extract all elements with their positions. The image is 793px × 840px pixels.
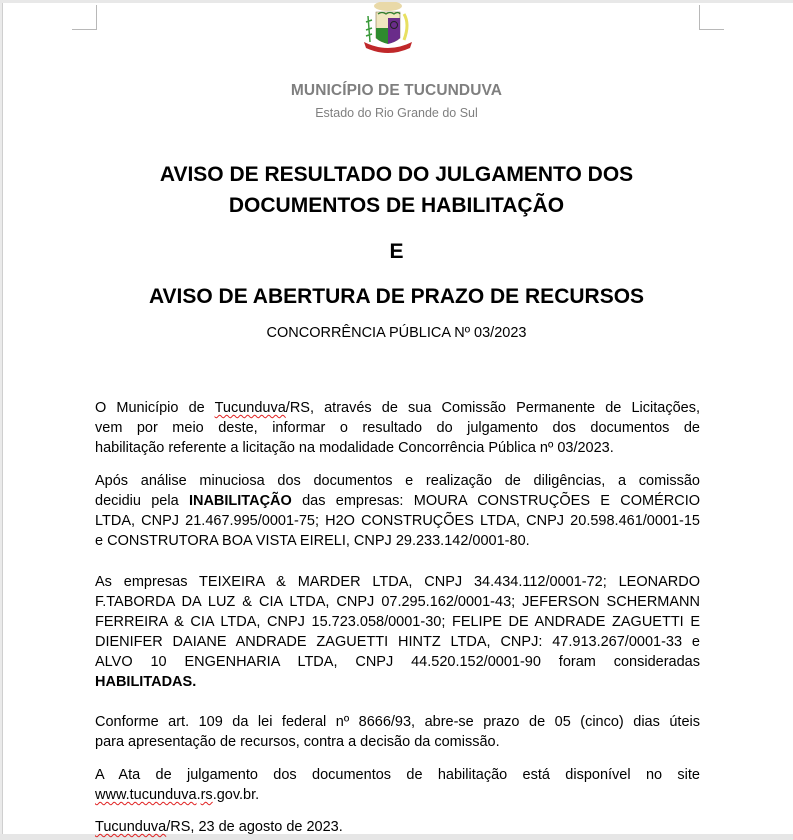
p1-line-1: O Município de Tucunduva/RS, através de sua Comissão Permanente de Licitações,: [95, 400, 700, 416]
coat-of-arms-logo: [356, 2, 420, 56]
website-link[interactable]: www.tucunduva.rs.gov.br.: [95, 787, 260, 803]
margin-corner-top-left: [72, 5, 97, 30]
p5-line-1: A Ata de julgamento dos documentos de habilitação está disponível no site: [95, 767, 700, 783]
p2-line-1: Após análise minuciosa dos documentos e realização de diligências, a comissão: [95, 473, 700, 489]
paragraph-appeal-deadline: [95, 712, 700, 752]
paragraph-minutes-availability: [95, 765, 700, 805]
margin-corner-top-right: [699, 5, 724, 30]
qualified-emphasis: HABILITADAS.: [95, 674, 197, 690]
p1-line-2: vem por meio deste, informar o resultado do julgamento dos documentos de: [95, 420, 700, 436]
state-name: Estado do Rio Grande do Sul: [315, 106, 478, 120]
p3-line-5: ALVO 10 ENGENHARIA LTDA, CNPJ 44.520.152/0001-90 foram consideradas: [95, 654, 700, 670]
spellcheck-word: Tucunduva: [95, 819, 167, 835]
paragraph-disqualified: [95, 471, 700, 551]
title-line-3: AVISO DE ABERTURA DE PRAZO DE RECURSOS: [148, 285, 645, 308]
p2-line-2: decidiu pela INABILITAÇÃO das empresas: MOURA CONSTRUÇÕES E COMÉRCIO: [95, 493, 700, 509]
title-line-1: AVISO DE RESULTADO DO JULGAMENTO DOS: [159, 163, 634, 186]
disqualified-emphasis: INABILITAÇÃO: [188, 493, 292, 509]
p2-line-3: LTDA, CNPJ 21.467.995/0001-75; H2O CONSTRUÇÕES LTDA, CNPJ 20.598.461/0001-15: [95, 513, 700, 529]
document-title: [0, 159, 793, 221]
title-line-2: DOCUMENTOS DE HABILITAÇÃO: [228, 194, 565, 217]
p2-line-4: e CONSTRUTORA BOA VISTA EIRELI, CNPJ 29.233.142/0001-80.: [95, 533, 530, 549]
p4-line-1: Conforme art. 109 da lei federal nº 8666/93, abre-se prazo de 05 (cinco) dias úteis: [95, 714, 700, 730]
p1-line-3: habilitação referente a licitação na modalidade Concorrência Pública nº 03/2023.: [95, 440, 614, 456]
spellcheck-word: Tucunduva: [214, 400, 286, 416]
p3-line-4: DIENIFER DAIANE ANDRADE ZAGUETTI HINTZ LTDA, CNPJ: 47.913.267/0001-33 e: [95, 634, 700, 650]
date-line: Tucunduva/RS, 23 de agosto de 2023.: [95, 819, 343, 835]
municipality-name: MUNICÍPIO DE TUCUNDUVA: [290, 82, 503, 99]
p3-line-1: As empresas TEIXEIRA & MARDER LTDA, CNPJ 34.434.112/0001-72; LEONARDO: [95, 574, 700, 590]
p3-line-2: F.TABORDA DA LUZ & CIA LTDA, CNPJ 07.295.162/0001-43; JEFERSON SCHERMANN: [95, 594, 700, 610]
title-connector: E: [389, 240, 404, 263]
paragraph-qualified: [95, 572, 700, 692]
p4-line-2: para apresentação de recursos, contra a decisão da comissão.: [95, 734, 500, 750]
tender-number: CONCORRÊNCIA PÚBLICA Nº 03/2023: [266, 325, 527, 341]
p3-line-3: FERREIRA & CIA LTDA, CNPJ 15.723.058/0001-30; FELIPE DE ANDRADE ZAGUETTI E: [95, 614, 700, 630]
paragraph-intro: [95, 398, 700, 458]
